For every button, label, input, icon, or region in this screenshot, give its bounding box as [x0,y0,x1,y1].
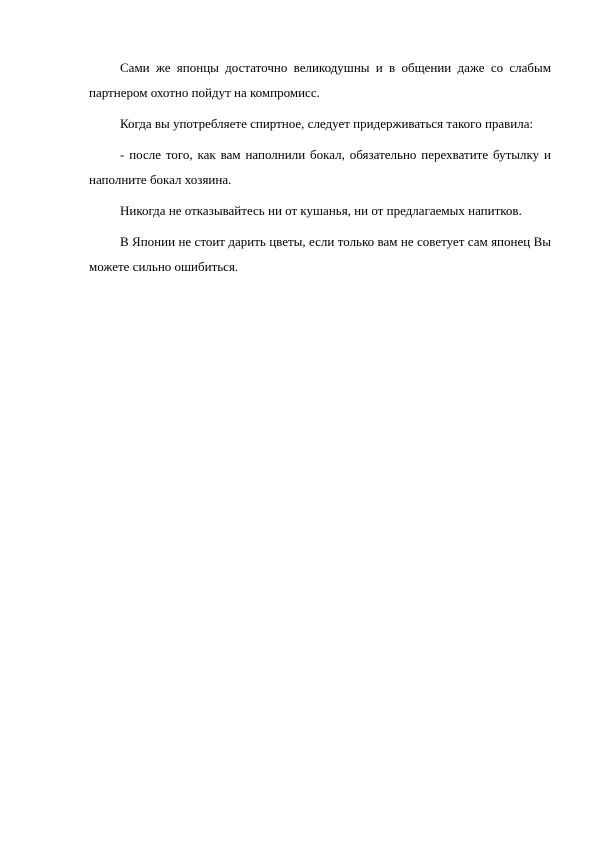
paragraph-compromise: Сами же японцы достаточно великодушны и в общении даже со слабым партнером охотно пойдут на компромисс. [89,60,551,100]
paragraph-refill-glass: - после того, как вам наполнили бокал, обязательно перехватите бутылку и наполните бокал хозяина. [89,147,551,187]
paragraph-alcohol-rule: Когда вы употребляете спиртное, следует придерживаться такого правила: [120,116,534,131]
paragraph-flowers: В Японии не стоит дарить цветы, если только вам не советует сам японец Вы можете сильно ошибиться. [89,234,551,274]
document-body [89,55,551,279]
paragraph-never-refuse: Никогда не отказывайтесь ни от кушанья, ни от предлагаемых напитков. [120,203,522,218]
